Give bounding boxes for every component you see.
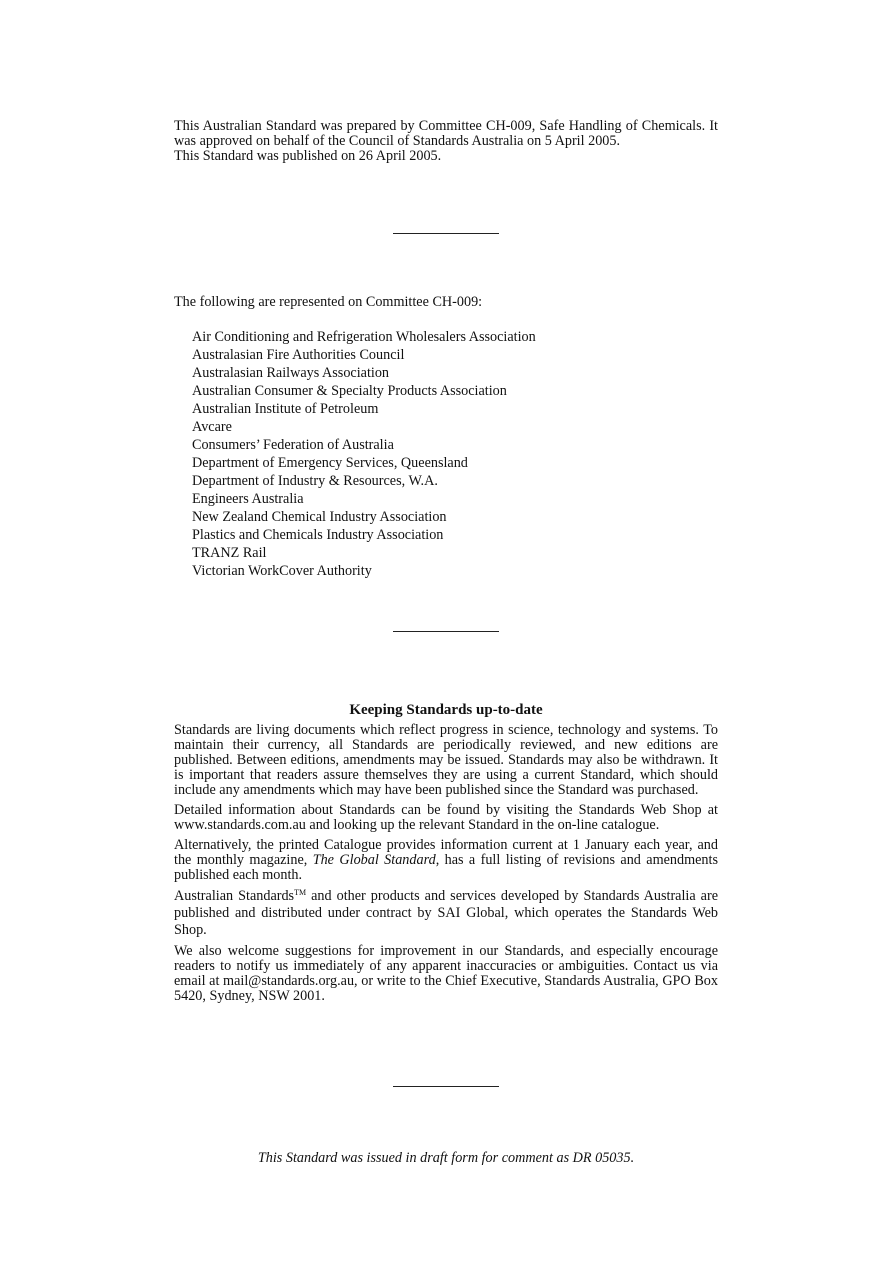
committee-member: TRANZ Rail bbox=[192, 545, 267, 561]
draft-note: This Standard was issued in draft form for comment as DR 05035. bbox=[257, 1150, 635, 1166]
committee-member: Air Conditioning and Refrigeration Wholesalers Association bbox=[192, 329, 536, 345]
catalogue-paragraph bbox=[174, 838, 718, 883]
approval-statement: This Australian Standard was prepared by Committee CH-009, Safe Handling of Chemicals. It was approved on behalf of the Council of Standards Australia on 5 April 2005. bbox=[174, 118, 718, 149]
committee-member: Plastics and Chemicals Industry Association bbox=[192, 527, 444, 543]
committee-member: Australasian Fire Authorities Council bbox=[192, 347, 405, 363]
committee-member: Victorian WorkCover Authority bbox=[192, 563, 372, 579]
committee-member: Department of Industry & Resources, W.A. bbox=[192, 473, 438, 489]
section-divider bbox=[393, 1086, 499, 1087]
committee-member: Australian Institute of Petroleum bbox=[192, 401, 379, 417]
magazine-title: The Global Standard bbox=[312, 852, 436, 868]
keeping-standards-section bbox=[174, 723, 718, 1009]
trademark-mark: TM bbox=[294, 888, 307, 897]
keeping-standards-heading: Keeping Standards up-to-date bbox=[349, 702, 543, 718]
committee-member: Engineers Australia bbox=[192, 491, 304, 507]
committee-member: Avcare bbox=[192, 419, 232, 435]
living-documents-paragraph: Standards are living documents which reflect progress in science, technology and systems. To maintain their currency, all Standards are periodically reviewed, and new editions are published. Between editions, amendments may be issued. Standards may also be withdrawn. It is important that readers assure themselves they are using a current Standard, which should include any amendments which may have been published since the Standard was purchased. bbox=[174, 722, 718, 798]
publication-date-statement: This Standard was published on 26 April 2005. bbox=[174, 148, 442, 164]
committee-member: Consumers’ Federation of Australia bbox=[192, 437, 394, 453]
sai-text-start: Australian Standards bbox=[174, 888, 295, 904]
section-divider bbox=[393, 233, 499, 234]
committee-member: Australian Consumer & Specialty Products Association bbox=[192, 383, 507, 399]
committee-heading: The following are represented on Committee CH-009: bbox=[174, 294, 483, 310]
intro-section bbox=[174, 119, 718, 164]
sai-text-end: and other products and services developed by Standards Australia are published and distributed under contract by SAI Global, which operates the Standards Web Shop. bbox=[174, 888, 718, 938]
committee-member: Department of Emergency Services, Queensland bbox=[192, 455, 468, 471]
web-shop-paragraph: Detailed information about Standards can be found by visiting the Standards Web Shop at www.standards.com.au and looking up the relevant Standard in the on-line catalogue. bbox=[174, 802, 718, 833]
catalogue-text-start: Alternatively, the printed Catalogue provides information current at 1 January each year, and the monthly magazine, bbox=[174, 837, 718, 868]
committee-member: New Zealand Chemical Industry Association bbox=[192, 509, 447, 525]
catalogue-text-end: , has a full listing of revisions and amendments published each month. bbox=[174, 852, 718, 883]
sai-global-paragraph bbox=[174, 888, 718, 939]
section-divider bbox=[393, 631, 499, 632]
committee-member: Australasian Railways Association bbox=[192, 365, 390, 381]
committee-member-list bbox=[192, 328, 536, 580]
feedback-paragraph: We also welcome suggestions for improvement in our Standards, and especially encourage readers to notify us immediately of any apparent inaccuracies or ambiguities. Contact us via email at mail@standards.org.au, or write to the Chief Executive, Standards Australia, GPO Box 5420, Sydney, NSW 2001. bbox=[174, 943, 718, 1004]
